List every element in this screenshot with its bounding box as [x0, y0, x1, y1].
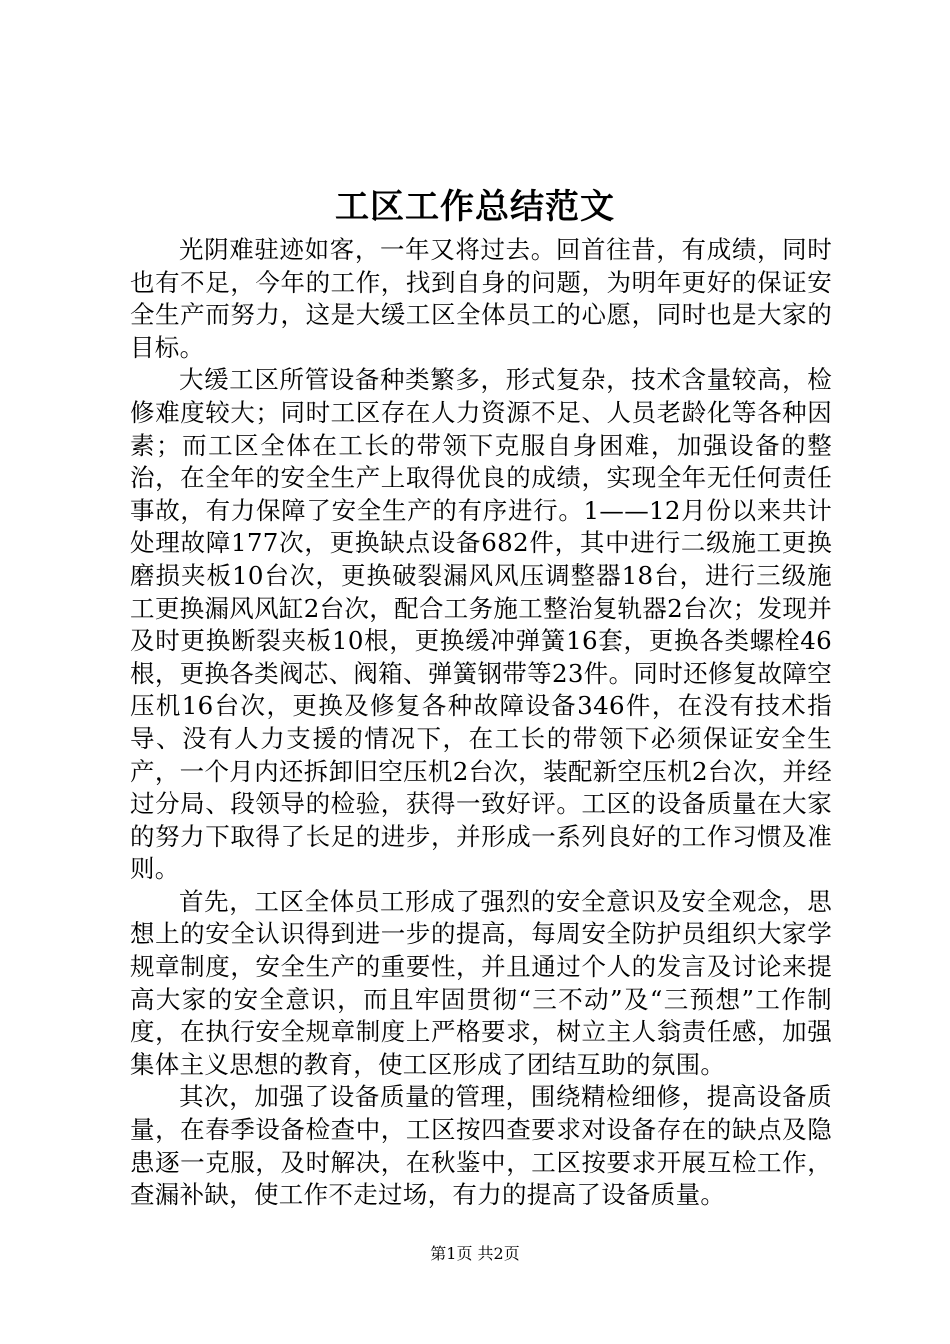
document-title: 工区工作总结范文 — [335, 187, 615, 227]
page-footer: 第1页 共2页 — [430, 1244, 520, 1263]
document-body — [130, 234, 832, 1212]
paragraph-safety-awareness: 首先，工区全体员工形成了强烈的安全意识及安全观念，思想上的安全认识得到进一步的提高，每周安全防护员组织大家学规章制度，安全生产的重要性，并且通过个人的发言及讨论来提高大家的安全意识，而且牢固贯彻“三不动”及“三预想”工作制度，在执行安全规章制度上严格要求，树立主人翁责任感，加强集体主义思想的教育，使工区形成了团结互助的氛围。 — [130, 886, 832, 1079]
paragraph-intro: 光阴难驻迹如客，一年又将过去。回首往昔，有成绩，同时也有不足，今年的工作，找到自身的问题，为明年更好的保证安全生产而努力，这是大缓工区全体员工的心愿，同时也是大家的目标。 — [130, 235, 832, 362]
paragraph-achievements: 大缓工区所管设备种类繁多，形式复杂，技术含量较高，检修难度较大；同时工区存在人力资源不足、人员老龄化等各种因素；而工区全体在工长的带领下克服自身困难，加强设备的整治，在全年的安全生产上取得优良的成绩，实现全年无任何责任事故，有力保障了安全生产的有序进行。1——12月份以来共计处理故障177次，更换缺点设备682件，其中进行二级施工更换磨损夹板10台次，更换破裂漏风风压调整器18台，进行三级施工更换漏风风缸2台次，配合工务施工整治复轨器2台次；发现并及时更换断裂夹板10根，更换缓冲弹簧16套，更换各类螺栓46根，更换各类阀芯、阀箱、弹簧钢带等23件。同时还修复故障空压机16台次，更换及修复各种故障设备346件，在没有技术指导、没有人力支援的情况下，在工长的带领下必须保证安全生产，一个月内还拆卸旧空压机2台次，装配新空压机2台次，并经过分局、段领导的检验，获得一致好评。工区的设备质量在大家的努力下取得了长足的进步，并形成一系列良好的工作习惯及准则。 — [130, 365, 832, 884]
paragraph-quality-management: 其次，加强了设备质量的管理，围绕精检细修，提高设备质量，在春季设备检查中，工区按四查要求对设备存在的缺点及隐患逐一克服，及时解决，在秋鉴中，工区按要求开展互检工作，查漏补缺，使工作不走过场，有力的提高了设备质量。 — [130, 1082, 832, 1210]
